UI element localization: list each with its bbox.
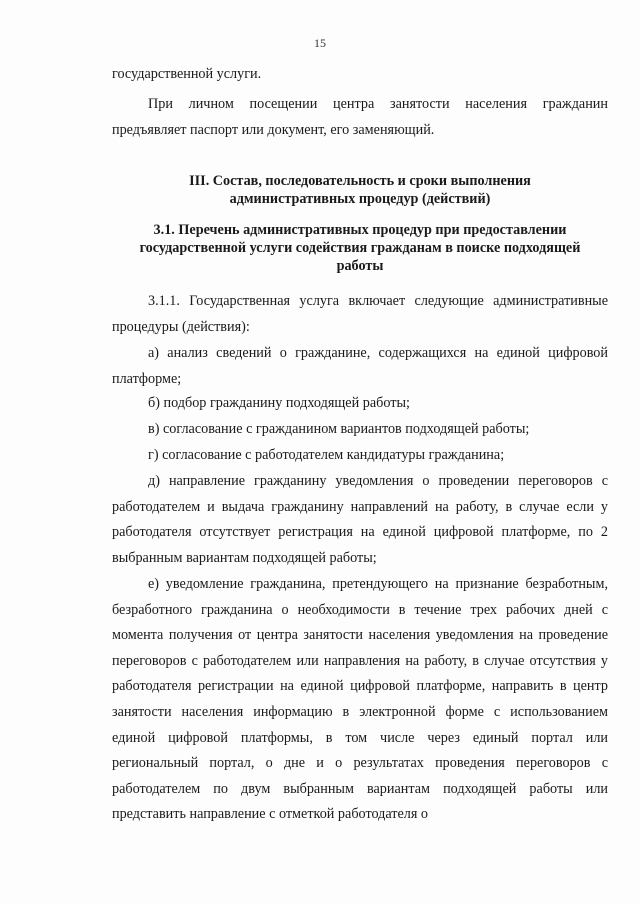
continued-line: государственной услуги. [112,66,262,82]
list-item-b: б) подбор гражданину подходящей работы; [148,395,410,411]
section-heading: III. Состав, последовательность и сроки выполнения административных процедур (действий) [189,173,531,207]
paragraph-3-1-1: 3.1.1. Государственная услуга включает следующие административные процедуры (действия): [112,293,608,335]
page-number: 15 [314,36,326,50]
paragraph-personal-visit: При личном посещении центра занятости населения гражданин предъявляет паспорт или документ, его заменяющий. [112,96,608,138]
list-item-g: г) согласование с работодателем кандидатуры гражданина; [148,447,505,463]
list-item-a: а) анализ сведений о гражданине, содержащихся на единой цифровой платформе; [112,345,608,387]
list-item-e: е) уведомление гражданина, претендующего на признание безработным, безработного гражданина о необходимости в течение трех рабочих дней с момента получения от центра занятости населения уведомления на проведение переговоров с работодателем или направления на работу, в случае отсутствия у работодателя регистрации на единой цифровой платформе, направить в центр занятости населения информацию в электронной форме с использованием единой цифровой платформы, в том числе через единый портал или региональный портал, о дне и о результатах проведения переговоров с работодателем по двум выбранным вариантам подходящей работы или представить направление с отметкой работодателя о [112,576,608,823]
list-item-d: д) направление гражданину уведомления о проведении переговоров с работодателем и выдача гражданину направлений на работу, в случае если у работодателя отсутствует регистрация на единой цифровой платформе, по 2 выбранным вариантам подходящей работы; [112,473,608,566]
subsection-heading: 3.1. Перечень административных процедур при предоставлении государственной услуги содействия гражданам в поиске подходящей работы [139,222,581,274]
list-item-v: в) согласование с гражданином вариантов подходящей работы; [148,421,530,437]
